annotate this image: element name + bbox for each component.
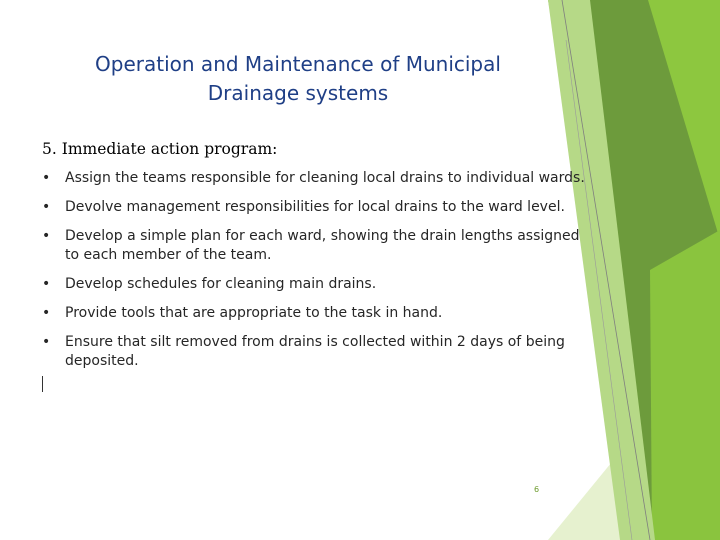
bullet-icon: • [42,334,51,350]
bullet-icon: • [42,170,51,186]
list-item [42,169,592,188]
title-line-1: Operation and Maintenance of Municipal [95,52,501,76]
list-item-text: Develop a simple plan for each ward, showing the drain lengths assigned to each member of the team. [65,228,580,263]
bullet-icon: • [42,305,51,321]
list-item-text: Ensure that silt removed from drains is collected within 2 days of being deposited. [65,334,565,369]
text-cursor [42,376,43,392]
bullet-icon: • [42,199,51,215]
section-heading: 5. Immediate action program: [42,140,278,158]
list-item [42,227,592,265]
slide-title [40,50,556,108]
bullet-icon: • [42,276,51,292]
page-number: 6 [534,485,540,494]
list-item-text: Develop schedules for cleaning main drains. [65,276,377,292]
title-line-2: Drainage systems [207,81,389,105]
facet-bright-bottom [650,230,720,540]
list-item-text: Devolve management responsibilities for local drains to the ward level. [65,199,565,215]
list-item [42,198,592,217]
list-item [42,333,592,371]
bullet-list [42,169,592,381]
list-item [42,275,592,294]
bullet-icon: • [42,228,51,244]
list-item [42,304,592,323]
list-item-text: Assign the teams responsible for cleaning local drains to individual wards. [65,170,585,186]
list-item-text: Provide tools that are appropriate to the task in hand. [65,305,443,321]
